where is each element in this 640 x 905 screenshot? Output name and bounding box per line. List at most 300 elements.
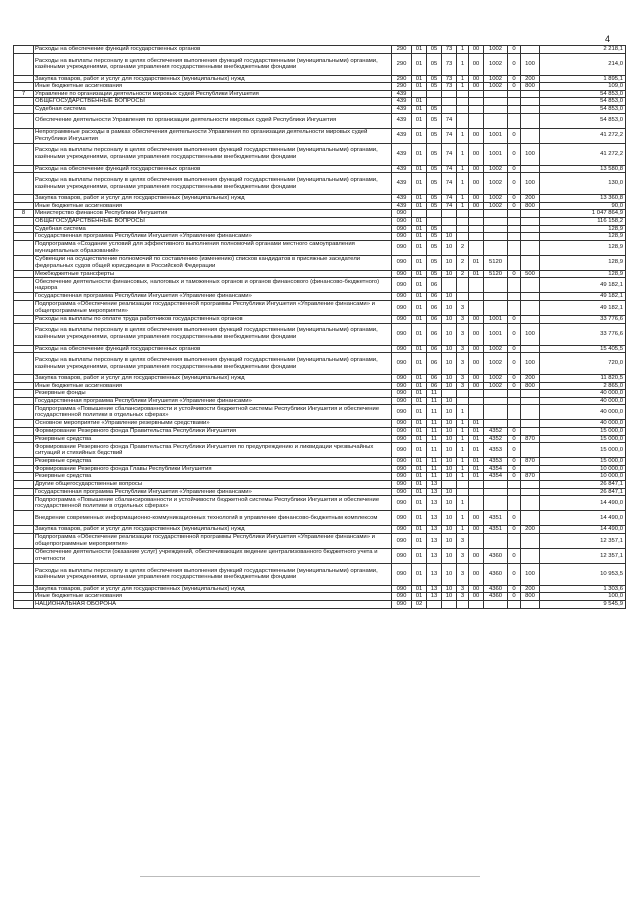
table-row xyxy=(14,98,626,106)
expense-type-code xyxy=(521,255,540,270)
table-row xyxy=(14,345,626,353)
subprogram-code xyxy=(457,225,469,233)
row-number: 7 xyxy=(14,90,34,98)
row-name: Расходы на выплаты персоналу в целях обеспечения выполнения функций государственными (муниципальными) органами, казёнными учреждениями, органами управления государственными внебюджетными фондами xyxy=(34,173,392,195)
subsection-code: 06 xyxy=(427,382,442,390)
ministry-code: 090 xyxy=(392,593,412,601)
extra-code xyxy=(508,488,521,496)
program-code: 10 xyxy=(442,382,457,390)
program-code: 10 xyxy=(442,353,457,375)
expense-type-code: 800 xyxy=(521,83,540,91)
ministry-code: 439 xyxy=(392,202,412,210)
ministry-code: 090 xyxy=(392,217,412,225)
program-code: 10 xyxy=(442,473,457,481)
ministry-code: 090 xyxy=(392,533,412,548)
direction-code: 1002 xyxy=(484,345,508,353)
section-code xyxy=(412,210,427,218)
expense-type-code xyxy=(521,90,540,98)
subsection-code xyxy=(427,98,442,106)
expense-type-code: 100 xyxy=(521,143,540,165)
extra-code: 0 xyxy=(508,375,521,383)
row-number xyxy=(14,225,34,233)
amount: 109,0 xyxy=(540,83,626,91)
table-row xyxy=(14,511,626,526)
row-number xyxy=(14,173,34,195)
expense-type-code xyxy=(521,293,540,301)
ministry-code: 090 xyxy=(392,210,412,218)
section-code: 01 xyxy=(412,53,427,75)
program-code: 10 xyxy=(442,443,457,458)
expense-type-code: 870 xyxy=(521,435,540,443)
subsection-code: 06 xyxy=(427,315,442,323)
section-code: 01 xyxy=(412,563,427,585)
direction-code: 1001 xyxy=(484,315,508,323)
subsection-code: 11 xyxy=(427,435,442,443)
program-code: 10 xyxy=(442,240,457,255)
row-number xyxy=(14,83,34,91)
event-code xyxy=(469,533,484,548)
extra-code: 0 xyxy=(508,526,521,534)
direction-code: 1001 xyxy=(484,323,508,345)
event-code xyxy=(469,240,484,255)
expense-type-code: 870 xyxy=(521,458,540,466)
row-name: Межбюджетные трансферты xyxy=(34,270,392,278)
expense-type-code: 800 xyxy=(521,382,540,390)
section-code: 01 xyxy=(412,323,427,345)
row-name: НАЦИОНАЛЬНАЯ ОБОРОНА xyxy=(34,601,392,609)
ministry-code: 090 xyxy=(392,255,412,270)
event-code xyxy=(469,390,484,398)
extra-code xyxy=(508,105,521,113)
section-code: 01 xyxy=(412,593,427,601)
extra-code xyxy=(508,390,521,398)
ministry-code: 090 xyxy=(392,397,412,405)
subprogram-code: 2 xyxy=(457,270,469,278)
program-code: 10 xyxy=(442,496,457,511)
ministry-code: 090 xyxy=(392,458,412,466)
program-code: 74 xyxy=(442,143,457,165)
section-code: 01 xyxy=(412,278,427,293)
amount: 9 545,9 xyxy=(540,601,626,609)
program-code: 74 xyxy=(442,165,457,173)
ministry-code: 090 xyxy=(392,488,412,496)
section-code: 01 xyxy=(412,458,427,466)
table-row xyxy=(14,601,626,609)
section-code: 01 xyxy=(412,420,427,428)
direction-code: 1002 xyxy=(484,353,508,375)
table-row xyxy=(14,563,626,585)
subsection-code: 11 xyxy=(427,473,442,481)
expense-type-code: 870 xyxy=(521,473,540,481)
direction-code: 4353 xyxy=(484,458,508,466)
amount: 15 000,0 xyxy=(540,435,626,443)
ministry-code: 290 xyxy=(392,83,412,91)
subprogram-code: 3 xyxy=(457,315,469,323)
section-code: 01 xyxy=(412,585,427,593)
row-name: Подпрограмма «Обеспечение реализации государственной программы Республики Ингушетия «Управление финансами» и общепрограммные мероприятия» xyxy=(34,533,392,548)
ministry-code: 090 xyxy=(392,240,412,255)
amount: 10 000,0 xyxy=(540,473,626,481)
ministry-code: 439 xyxy=(392,165,412,173)
extra-code xyxy=(508,217,521,225)
section-code: 01 xyxy=(412,98,427,106)
event-code: 00 xyxy=(469,315,484,323)
event-code: 00 xyxy=(469,526,484,534)
subsection-code: 11 xyxy=(427,428,442,436)
program-code xyxy=(442,217,457,225)
extra-code xyxy=(508,225,521,233)
program-code: 73 xyxy=(442,46,457,54)
section-code: 01 xyxy=(412,345,427,353)
extra-code: 0 xyxy=(508,345,521,353)
program-code: 10 xyxy=(442,397,457,405)
expense-type-code xyxy=(521,278,540,293)
subprogram-code xyxy=(457,601,469,609)
extra-code: 0 xyxy=(508,270,521,278)
ministry-code: 290 xyxy=(392,46,412,54)
ministry-code: 090 xyxy=(392,601,412,609)
amount: 26 847,1 xyxy=(540,481,626,489)
extra-code: 0 xyxy=(508,353,521,375)
section-code: 01 xyxy=(412,405,427,420)
section-code: 01 xyxy=(412,128,427,143)
extra-code xyxy=(508,481,521,489)
direction-code xyxy=(484,420,508,428)
expense-type-code xyxy=(521,315,540,323)
expense-type-code: 200 xyxy=(521,195,540,203)
row-number xyxy=(14,533,34,548)
table-row xyxy=(14,113,626,128)
subsection-code: 13 xyxy=(427,481,442,489)
expense-type-code: 100 xyxy=(521,563,540,585)
extra-code: 0 xyxy=(508,382,521,390)
event-code xyxy=(469,278,484,293)
table-row xyxy=(14,293,626,301)
event-code: 00 xyxy=(469,593,484,601)
direction-code: 4354 xyxy=(484,465,508,473)
direction-code: 1001 xyxy=(484,128,508,143)
ministry-code: 090 xyxy=(392,465,412,473)
expense-type-code xyxy=(521,165,540,173)
row-number xyxy=(14,98,34,106)
row-number xyxy=(14,113,34,128)
program-code xyxy=(442,481,457,489)
ministry-code: 439 xyxy=(392,128,412,143)
table-row xyxy=(14,195,626,203)
row-name: Государственная программа Республики Ингушетия «Управление финансами» xyxy=(34,397,392,405)
subsection-code: 05 xyxy=(427,83,442,91)
row-name: Резервные средства xyxy=(34,458,392,466)
row-number xyxy=(14,428,34,436)
subprogram-code xyxy=(457,481,469,489)
row-name: Подпрограмма «Повышение сбалансированности и устойчивости бюджетной системы Республики Ингушетия и обеспечение государственной политики в отдельных сферах» xyxy=(34,405,392,420)
ministry-code: 439 xyxy=(392,98,412,106)
row-number xyxy=(14,53,34,75)
program-code xyxy=(442,601,457,609)
row-number xyxy=(14,300,34,315)
subprogram-code xyxy=(457,233,469,241)
event-code: 00 xyxy=(469,375,484,383)
table-row xyxy=(14,240,626,255)
amount: 130,0 xyxy=(540,173,626,195)
direction-code: 1002 xyxy=(484,75,508,83)
event-code xyxy=(469,293,484,301)
event-code: 00 xyxy=(469,511,484,526)
event-code xyxy=(469,488,484,496)
row-number xyxy=(14,165,34,173)
section-code: 01 xyxy=(412,473,427,481)
section-code: 01 xyxy=(412,165,427,173)
section-code: 01 xyxy=(412,488,427,496)
direction-code: 4352 xyxy=(484,428,508,436)
table-row xyxy=(14,390,626,398)
section-code: 01 xyxy=(412,533,427,548)
expense-type-code: 100 xyxy=(521,173,540,195)
expense-type-code: 200 xyxy=(521,526,540,534)
section-code: 01 xyxy=(412,240,427,255)
row-number xyxy=(14,526,34,534)
program-code: 10 xyxy=(442,300,457,315)
amount: 15 000,0 xyxy=(540,458,626,466)
amount: 10 000,0 xyxy=(540,465,626,473)
direction-code: 4352 xyxy=(484,435,508,443)
extra-code: 0 xyxy=(508,83,521,91)
subprogram-code: 3 xyxy=(457,585,469,593)
program-code: 10 xyxy=(442,428,457,436)
row-number xyxy=(14,128,34,143)
row-number xyxy=(14,240,34,255)
expense-type-code xyxy=(521,443,540,458)
direction-code xyxy=(484,113,508,128)
amount: 2 218,1 xyxy=(540,46,626,54)
program-code xyxy=(442,90,457,98)
page-number: 4 xyxy=(604,34,610,44)
row-name: Закупка товаров, работ и услуг для государственных (муниципальных) нужд xyxy=(34,375,392,383)
section-code: 01 xyxy=(412,143,427,165)
row-number xyxy=(14,278,34,293)
direction-code xyxy=(484,481,508,489)
section-code: 01 xyxy=(412,255,427,270)
row-name: Подпрограмма «Повышение сбалансированности и устойчивости бюджетной системы Республики Ингушетия и обеспечение государственной политики в отдельных сферах» xyxy=(34,496,392,511)
program-code: 10 xyxy=(442,593,457,601)
amount: 1 303,6 xyxy=(540,585,626,593)
subprogram-code: 1 xyxy=(457,173,469,195)
row-name: Обеспечение деятельности финансовых, налоговых и таможенных органов и органов финансового (финансово-бюджетного) надзора xyxy=(34,278,392,293)
table-row xyxy=(14,270,626,278)
row-number xyxy=(14,601,34,609)
budget-table xyxy=(13,45,626,609)
event-code xyxy=(469,481,484,489)
program-code: 10 xyxy=(442,488,457,496)
subprogram-code: 1 xyxy=(457,458,469,466)
amount: 128,9 xyxy=(540,225,626,233)
row-number xyxy=(14,202,34,210)
section-code: 01 xyxy=(412,465,427,473)
row-name: Субвенции на осуществление полномочий по составлению (изменению) списков кандидатов в присяжные заседатели федеральных судов общей юрисдикции в Российской Федерации xyxy=(34,255,392,270)
event-code: 00 xyxy=(469,195,484,203)
subprogram-code xyxy=(457,105,469,113)
direction-code: 5120 xyxy=(484,255,508,270)
table-row xyxy=(14,353,626,375)
subsection-code: 13 xyxy=(427,563,442,585)
amount: 2 865,0 xyxy=(540,382,626,390)
section-code: 01 xyxy=(412,526,427,534)
amount: 13 360,8 xyxy=(540,195,626,203)
direction-code: 4360 xyxy=(484,593,508,601)
subprogram-code: 1 xyxy=(457,473,469,481)
subprogram-code: 1 xyxy=(457,75,469,83)
extra-code: 0 xyxy=(508,53,521,75)
subsection-code: 05 xyxy=(427,233,442,241)
section-code: 01 xyxy=(412,83,427,91)
subprogram-code xyxy=(457,90,469,98)
direction-code: 1001 xyxy=(484,143,508,165)
table-row xyxy=(14,53,626,75)
program-code: 74 xyxy=(442,128,457,143)
amount: 11 820,5 xyxy=(540,375,626,383)
extra-code: 0 xyxy=(508,323,521,345)
event-code: 00 xyxy=(469,548,484,563)
program-code: 10 xyxy=(442,405,457,420)
table-row xyxy=(14,225,626,233)
amount: 40 000,0 xyxy=(540,390,626,398)
row-name: Основное мероприятие «Управление резервными средствами» xyxy=(34,420,392,428)
subprogram-code: 1 xyxy=(457,443,469,458)
ministry-code: 090 xyxy=(392,390,412,398)
row-number xyxy=(14,458,34,466)
event-code xyxy=(469,496,484,511)
expense-type-code xyxy=(521,225,540,233)
amount: 14 490,0 xyxy=(540,511,626,526)
event-code xyxy=(469,601,484,609)
subsection-code: 13 xyxy=(427,585,442,593)
ministry-code: 439 xyxy=(392,173,412,195)
event-code xyxy=(469,217,484,225)
direction-code xyxy=(484,105,508,113)
row-name: Формирование Резервного фонда Главы Республики Ингушетия xyxy=(34,465,392,473)
ministry-code: 090 xyxy=(392,353,412,375)
subprogram-code xyxy=(457,293,469,301)
program-code: 74 xyxy=(442,113,457,128)
subsection-code: 13 xyxy=(427,548,442,563)
expense-type-code xyxy=(521,488,540,496)
row-number xyxy=(14,375,34,383)
extra-code xyxy=(508,293,521,301)
row-name: Обеспечение деятельности (оказание услуг) учреждений, обеспечивающих ведение централизованного бюджетного учета и отчетности xyxy=(34,548,392,563)
extra-code: 0 xyxy=(508,563,521,585)
event-code xyxy=(469,225,484,233)
row-number xyxy=(14,548,34,563)
row-number xyxy=(14,293,34,301)
row-name: Резервные фонды xyxy=(34,390,392,398)
amount: 128,9 xyxy=(540,240,626,255)
table-row xyxy=(14,90,626,98)
section-code: 01 xyxy=(412,511,427,526)
event-code: 00 xyxy=(469,323,484,345)
program-code xyxy=(442,278,457,293)
subsection-code: 06 xyxy=(427,278,442,293)
subprogram-code: 3 xyxy=(457,382,469,390)
extra-code xyxy=(508,300,521,315)
amount: 128,9 xyxy=(540,270,626,278)
ministry-code: 090 xyxy=(392,420,412,428)
table-row xyxy=(14,105,626,113)
amount: 49 182,1 xyxy=(540,293,626,301)
row-number xyxy=(14,593,34,601)
table-row xyxy=(14,548,626,563)
ministry-code: 439 xyxy=(392,143,412,165)
section-code: 01 xyxy=(412,195,427,203)
table-row xyxy=(14,128,626,143)
event-code: 00 xyxy=(469,143,484,165)
expense-type-code xyxy=(521,601,540,609)
program-code: 10 xyxy=(442,563,457,585)
subsection-code: 11 xyxy=(427,397,442,405)
subsection-code: 05 xyxy=(427,173,442,195)
amount: 33 776,6 xyxy=(540,315,626,323)
table-row xyxy=(14,165,626,173)
row-number xyxy=(14,511,34,526)
direction-code xyxy=(484,293,508,301)
table-row xyxy=(14,233,626,241)
direction-code xyxy=(484,533,508,548)
amount: 40 000,0 xyxy=(540,420,626,428)
direction-code: 1002 xyxy=(484,375,508,383)
event-code xyxy=(469,233,484,241)
extra-code xyxy=(508,601,521,609)
event-code: 00 xyxy=(469,585,484,593)
program-code: 10 xyxy=(442,465,457,473)
section-code: 01 xyxy=(412,173,427,195)
subsection-code: 05 xyxy=(427,240,442,255)
extra-code: 0 xyxy=(508,46,521,54)
expense-type-code xyxy=(521,105,540,113)
row-name: Обеспечение деятельности Управления по организации деятельности мировых судей Республики Ингушетия xyxy=(34,113,392,128)
direction-code xyxy=(484,405,508,420)
ministry-code: 090 xyxy=(392,375,412,383)
section-code xyxy=(412,90,427,98)
program-code: 10 xyxy=(442,548,457,563)
row-name: Судебная система xyxy=(34,225,392,233)
row-name: ОБЩЕГОСУДАРСТВЕННЫЕ ВОПРОСЫ xyxy=(34,98,392,106)
subsection-code xyxy=(427,601,442,609)
amount: 12 357,1 xyxy=(540,548,626,563)
program-code: 10 xyxy=(442,345,457,353)
expense-type-code xyxy=(521,345,540,353)
row-number xyxy=(14,270,34,278)
subprogram-code: 1 xyxy=(457,53,469,75)
section-code: 01 xyxy=(412,390,427,398)
row-name: Расходы на обеспечение функций государственных органов xyxy=(34,165,392,173)
extra-code xyxy=(508,233,521,241)
expense-type-code: 100 xyxy=(521,323,540,345)
ministry-code: 090 xyxy=(392,233,412,241)
ministry-code: 090 xyxy=(392,526,412,534)
direction-code: 1002 xyxy=(484,382,508,390)
program-code: 10 xyxy=(442,435,457,443)
subsection-code: 06 xyxy=(427,375,442,383)
section-code: 01 xyxy=(412,315,427,323)
amount: 26 847,1 xyxy=(540,488,626,496)
amount: 33 776,6 xyxy=(540,323,626,345)
program-code xyxy=(442,105,457,113)
amount: 12 357,1 xyxy=(540,533,626,548)
extra-code: 0 xyxy=(508,465,521,473)
ministry-code: 439 xyxy=(392,90,412,98)
row-number xyxy=(14,390,34,398)
row-name: Расходы на выплаты персоналу в целях обеспечения выполнения функций государственными (муниципальными) органами, казёнными учреждениями, органами управления государственными внебюджетными фондами xyxy=(34,353,392,375)
table-row xyxy=(14,443,626,458)
